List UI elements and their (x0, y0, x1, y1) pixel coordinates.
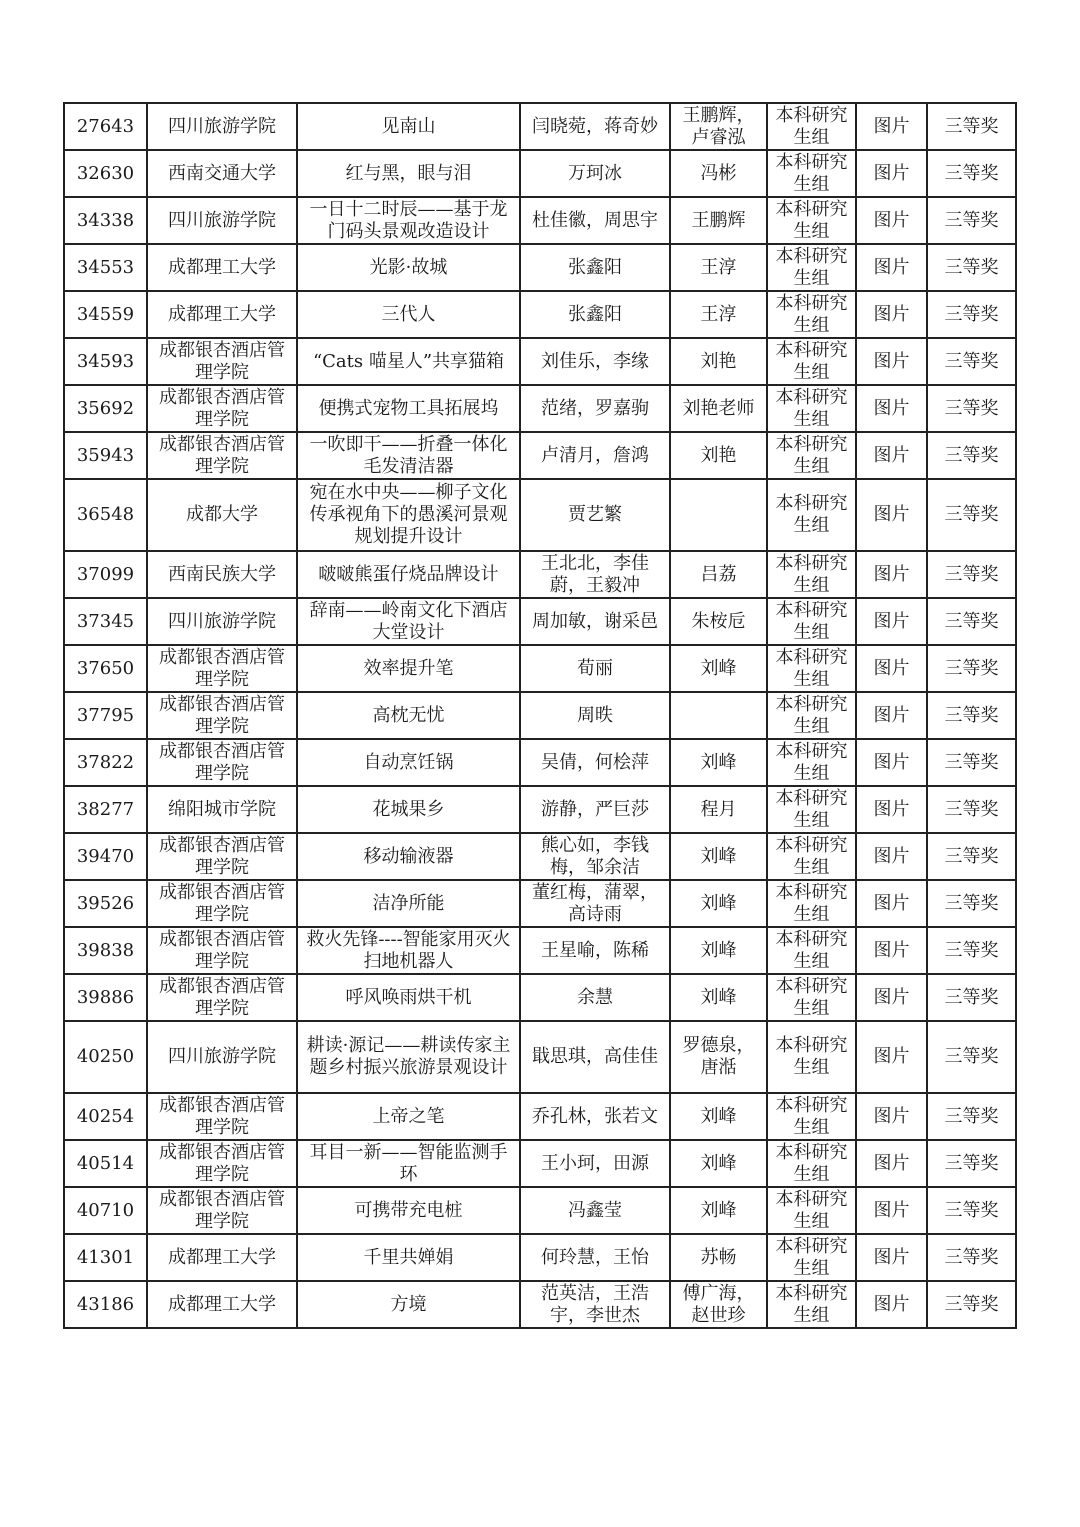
awards-table-body (64, 103, 1016, 1328)
table-row (64, 692, 1016, 739)
award-cell: 三等奖 (927, 927, 1016, 974)
group-cell: 本科研究生组 (767, 479, 856, 551)
group-cell: 本科研究生组 (767, 739, 856, 786)
authors-cell: 游静，严巨莎 (520, 786, 670, 833)
school-cell: 成都银杏酒店管理学院 (147, 833, 297, 880)
group-cell: 本科研究生组 (767, 291, 856, 338)
school-cell: 四川旅游学院 (147, 1021, 297, 1093)
table-row (64, 645, 1016, 692)
type-cell: 图片 (856, 927, 927, 974)
school-cell: 四川旅游学院 (147, 197, 297, 244)
entry-id-cell: 37099 (64, 551, 147, 598)
type-cell: 图片 (856, 197, 927, 244)
school-cell: 成都银杏酒店管理学院 (147, 1093, 297, 1140)
authors-cell: 王小珂，田源 (520, 1140, 670, 1187)
table-row (64, 1281, 1016, 1328)
type-cell: 图片 (856, 692, 927, 739)
table-row (64, 598, 1016, 645)
teacher-cell: 刘峰 (670, 927, 767, 974)
title-cell: 三代人 (297, 291, 520, 338)
table-row (64, 1093, 1016, 1140)
school-cell: 成都银杏酒店管理学院 (147, 692, 297, 739)
group-cell: 本科研究生组 (767, 338, 856, 385)
title-cell: 洁净所能 (297, 880, 520, 927)
table-row (64, 1187, 1016, 1234)
group-cell: 本科研究生组 (767, 385, 856, 432)
type-cell: 图片 (856, 1234, 927, 1281)
authors-cell: 熊心如，李钱梅，邹余洁 (520, 833, 670, 880)
type-cell: 图片 (856, 1281, 927, 1328)
type-cell: 图片 (856, 103, 927, 150)
award-cell: 三等奖 (927, 1234, 1016, 1281)
school-cell: 成都银杏酒店管理学院 (147, 927, 297, 974)
award-cell: 三等奖 (927, 1281, 1016, 1328)
teacher-cell: 罗德泉，唐湉 (670, 1021, 767, 1093)
authors-cell: 董红梅，蒲翠，高诗雨 (520, 880, 670, 927)
type-cell: 图片 (856, 432, 927, 479)
school-cell: 成都银杏酒店管理学院 (147, 645, 297, 692)
teacher-cell: 刘艳 (670, 432, 767, 479)
authors-cell: 卢清月，詹鸿 (520, 432, 670, 479)
authors-cell: 乔孔林，张若文 (520, 1093, 670, 1140)
entry-id-cell: 40254 (64, 1093, 147, 1140)
award-cell: 三等奖 (927, 385, 1016, 432)
teacher-cell: 王淳 (670, 291, 767, 338)
entry-id-cell: 43186 (64, 1281, 147, 1328)
award-cell: 三等奖 (927, 974, 1016, 1021)
group-cell: 本科研究生组 (767, 692, 856, 739)
table-row (64, 1021, 1016, 1093)
group-cell: 本科研究生组 (767, 1093, 856, 1140)
title-cell: 啵啵熊蛋仔烧品牌设计 (297, 551, 520, 598)
teacher-cell: 王鹏辉，卢睿泓 (670, 103, 767, 150)
group-cell: 本科研究生组 (767, 432, 856, 479)
award-cell: 三等奖 (927, 432, 1016, 479)
table-row (64, 197, 1016, 244)
teacher-cell: 刘峰 (670, 1140, 767, 1187)
title-cell: 耳目一新——智能监测手环 (297, 1140, 520, 1187)
table-row (64, 291, 1016, 338)
authors-cell: 范英洁，王浩宇，李世杰 (520, 1281, 670, 1328)
type-cell: 图片 (856, 338, 927, 385)
award-cell: 三等奖 (927, 291, 1016, 338)
group-cell: 本科研究生组 (767, 880, 856, 927)
entry-id-cell: 36548 (64, 479, 147, 551)
entry-id-cell: 34338 (64, 197, 147, 244)
table-row (64, 880, 1016, 927)
group-cell: 本科研究生组 (767, 150, 856, 197)
award-cell: 三等奖 (927, 645, 1016, 692)
entry-id-cell: 32630 (64, 150, 147, 197)
type-cell: 图片 (856, 1021, 927, 1093)
group-cell: 本科研究生组 (767, 786, 856, 833)
group-cell: 本科研究生组 (767, 833, 856, 880)
type-cell: 图片 (856, 1140, 927, 1187)
type-cell: 图片 (856, 1187, 927, 1234)
authors-cell: 杜佳徽，周思宇 (520, 197, 670, 244)
title-cell: 辞南——岭南文化下酒店大堂设计 (297, 598, 520, 645)
table-row (64, 479, 1016, 551)
teacher-cell: 朱桉卮 (670, 598, 767, 645)
authors-cell: 贾艺繁 (520, 479, 670, 551)
award-cell: 三等奖 (927, 739, 1016, 786)
award-cell: 三等奖 (927, 786, 1016, 833)
school-cell: 成都银杏酒店管理学院 (147, 385, 297, 432)
group-cell: 本科研究生组 (767, 1187, 856, 1234)
teacher-cell: 刘峰 (670, 739, 767, 786)
award-cell: 三等奖 (927, 1021, 1016, 1093)
group-cell: 本科研究生组 (767, 1021, 856, 1093)
entry-id-cell: 35943 (64, 432, 147, 479)
type-cell: 图片 (856, 385, 927, 432)
teacher-cell: 吕荔 (670, 551, 767, 598)
group-cell: 本科研究生组 (767, 927, 856, 974)
group-cell: 本科研究生组 (767, 1234, 856, 1281)
group-cell: 本科研究生组 (767, 1140, 856, 1187)
school-cell: 成都银杏酒店管理学院 (147, 739, 297, 786)
teacher-cell: 刘艳老师 (670, 385, 767, 432)
title-cell: 见南山 (297, 103, 520, 150)
authors-cell: 张鑫阳 (520, 291, 670, 338)
school-cell: 西南民族大学 (147, 551, 297, 598)
school-cell: 成都银杏酒店管理学院 (147, 880, 297, 927)
title-cell: 花城果乡 (297, 786, 520, 833)
teacher-cell: 傅广海，赵世珍 (670, 1281, 767, 1328)
title-cell: 高枕无忧 (297, 692, 520, 739)
type-cell: 图片 (856, 551, 927, 598)
authors-cell: 周昳 (520, 692, 670, 739)
award-cell: 三等奖 (927, 197, 1016, 244)
title-cell: 宛在水中央——柳子文化传承视角下的愚溪河景观规划提升设计 (297, 479, 520, 551)
teacher-cell: 刘峰 (670, 645, 767, 692)
table-row (64, 739, 1016, 786)
type-cell: 图片 (856, 479, 927, 551)
school-cell: 成都银杏酒店管理学院 (147, 338, 297, 385)
group-cell: 本科研究生组 (767, 244, 856, 291)
entry-id-cell: 34593 (64, 338, 147, 385)
awards-table (63, 102, 1017, 1329)
title-cell: “Cats 喵星人”共享猫箱 (297, 338, 520, 385)
award-cell: 三等奖 (927, 338, 1016, 385)
type-cell: 图片 (856, 645, 927, 692)
table-row (64, 1234, 1016, 1281)
entry-id-cell: 37822 (64, 739, 147, 786)
group-cell: 本科研究生组 (767, 1281, 856, 1328)
table-row (64, 833, 1016, 880)
entry-id-cell: 39470 (64, 833, 147, 880)
school-cell: 成都银杏酒店管理学院 (147, 1140, 297, 1187)
type-cell: 图片 (856, 291, 927, 338)
authors-cell: 刘佳乐，李缘 (520, 338, 670, 385)
school-cell: 成都银杏酒店管理学院 (147, 974, 297, 1021)
title-cell: 救火先锋----智能家用灭火扫地机器人 (297, 927, 520, 974)
teacher-cell: 王淳 (670, 244, 767, 291)
teacher-cell (670, 692, 767, 739)
entry-id-cell: 40514 (64, 1140, 147, 1187)
award-cell: 三等奖 (927, 598, 1016, 645)
type-cell: 图片 (856, 974, 927, 1021)
group-cell: 本科研究生组 (767, 974, 856, 1021)
teacher-cell: 程月 (670, 786, 767, 833)
table-row (64, 103, 1016, 150)
award-cell: 三等奖 (927, 244, 1016, 291)
title-cell: 光影·故城 (297, 244, 520, 291)
entry-id-cell: 34553 (64, 244, 147, 291)
group-cell: 本科研究生组 (767, 645, 856, 692)
teacher-cell: 冯彬 (670, 150, 767, 197)
teacher-cell: 刘峰 (670, 1093, 767, 1140)
type-cell: 图片 (856, 1093, 927, 1140)
award-cell: 三等奖 (927, 880, 1016, 927)
school-cell: 成都理工大学 (147, 244, 297, 291)
teacher-cell: 刘峰 (670, 833, 767, 880)
authors-cell: 余慧 (520, 974, 670, 1021)
entry-id-cell: 37650 (64, 645, 147, 692)
authors-cell: 何玲慧，王怡 (520, 1234, 670, 1281)
authors-cell: 戢思琪，高佳佳 (520, 1021, 670, 1093)
group-cell: 本科研究生组 (767, 197, 856, 244)
entry-id-cell: 39526 (64, 880, 147, 927)
type-cell: 图片 (856, 598, 927, 645)
group-cell: 本科研究生组 (767, 551, 856, 598)
group-cell: 本科研究生组 (767, 103, 856, 150)
school-cell: 西南交通大学 (147, 150, 297, 197)
table-row (64, 385, 1016, 432)
entry-id-cell: 39886 (64, 974, 147, 1021)
table-row (64, 1140, 1016, 1187)
title-cell: 上帝之笔 (297, 1093, 520, 1140)
award-cell: 三等奖 (927, 103, 1016, 150)
authors-cell: 王星喻，陈稀 (520, 927, 670, 974)
title-cell: 红与黑，眼与泪 (297, 150, 520, 197)
authors-cell: 荀丽 (520, 645, 670, 692)
teacher-cell: 刘峰 (670, 880, 767, 927)
entry-id-cell: 37795 (64, 692, 147, 739)
award-cell: 三等奖 (927, 692, 1016, 739)
entry-id-cell: 35692 (64, 385, 147, 432)
authors-cell: 王北北，李佳蔚，王毅冲 (520, 551, 670, 598)
teacher-cell: 苏畅 (670, 1234, 767, 1281)
school-cell: 成都大学 (147, 479, 297, 551)
award-cell: 三等奖 (927, 1140, 1016, 1187)
entry-id-cell: 40250 (64, 1021, 147, 1093)
type-cell: 图片 (856, 739, 927, 786)
type-cell: 图片 (856, 880, 927, 927)
entry-id-cell: 39838 (64, 927, 147, 974)
authors-cell: 张鑫阳 (520, 244, 670, 291)
title-cell: 可携带充电桩 (297, 1187, 520, 1234)
table-row (64, 927, 1016, 974)
award-cell: 三等奖 (927, 150, 1016, 197)
entry-id-cell: 38277 (64, 786, 147, 833)
title-cell: 一日十二时辰——基于龙门码头景观改造设计 (297, 197, 520, 244)
authors-cell: 万珂冰 (520, 150, 670, 197)
award-cell: 三等奖 (927, 1187, 1016, 1234)
type-cell: 图片 (856, 150, 927, 197)
teacher-cell: 刘峰 (670, 1187, 767, 1234)
table-row (64, 150, 1016, 197)
type-cell: 图片 (856, 786, 927, 833)
table-row (64, 786, 1016, 833)
school-cell: 成都银杏酒店管理学院 (147, 432, 297, 479)
table-row (64, 338, 1016, 385)
school-cell: 成都银杏酒店管理学院 (147, 1187, 297, 1234)
authors-cell: 闫晓菀，蒋奇妙 (520, 103, 670, 150)
entry-id-cell: 41301 (64, 1234, 147, 1281)
table-row (64, 244, 1016, 291)
table-row (64, 551, 1016, 598)
award-cell: 三等奖 (927, 833, 1016, 880)
authors-cell: 冯鑫莹 (520, 1187, 670, 1234)
authors-cell: 范绪，罗嘉驹 (520, 385, 670, 432)
teacher-cell: 刘艳 (670, 338, 767, 385)
table-row (64, 432, 1016, 479)
type-cell: 图片 (856, 833, 927, 880)
authors-cell: 周加敏，谢采邑 (520, 598, 670, 645)
award-cell: 三等奖 (927, 1093, 1016, 1140)
table-row (64, 974, 1016, 1021)
title-cell: 便携式宠物工具拓展坞 (297, 385, 520, 432)
school-cell: 成都理工大学 (147, 1281, 297, 1328)
title-cell: 千里共婵娟 (297, 1234, 520, 1281)
teacher-cell: 刘峰 (670, 974, 767, 1021)
authors-cell: 吴倩，何桧萍 (520, 739, 670, 786)
group-cell: 本科研究生组 (767, 598, 856, 645)
title-cell: 方境 (297, 1281, 520, 1328)
award-cell: 三等奖 (927, 479, 1016, 551)
award-cell: 三等奖 (927, 551, 1016, 598)
title-cell: 耕读·源记——耕读传家主题乡村振兴旅游景观设计 (297, 1021, 520, 1093)
type-cell: 图片 (856, 244, 927, 291)
title-cell: 自动烹饪锅 (297, 739, 520, 786)
teacher-cell (670, 479, 767, 551)
school-cell: 成都理工大学 (147, 291, 297, 338)
entry-id-cell: 37345 (64, 598, 147, 645)
title-cell: 呼风唤雨烘干机 (297, 974, 520, 1021)
school-cell: 成都理工大学 (147, 1234, 297, 1281)
teacher-cell: 王鹏辉 (670, 197, 767, 244)
title-cell: 效率提升笔 (297, 645, 520, 692)
entry-id-cell: 40710 (64, 1187, 147, 1234)
school-cell: 四川旅游学院 (147, 598, 297, 645)
school-cell: 绵阳城市学院 (147, 786, 297, 833)
school-cell: 四川旅游学院 (147, 103, 297, 150)
entry-id-cell: 34559 (64, 291, 147, 338)
title-cell: 移动输液器 (297, 833, 520, 880)
title-cell: 一吹即干——折叠一体化毛发清洁器 (297, 432, 520, 479)
entry-id-cell: 27643 (64, 103, 147, 150)
